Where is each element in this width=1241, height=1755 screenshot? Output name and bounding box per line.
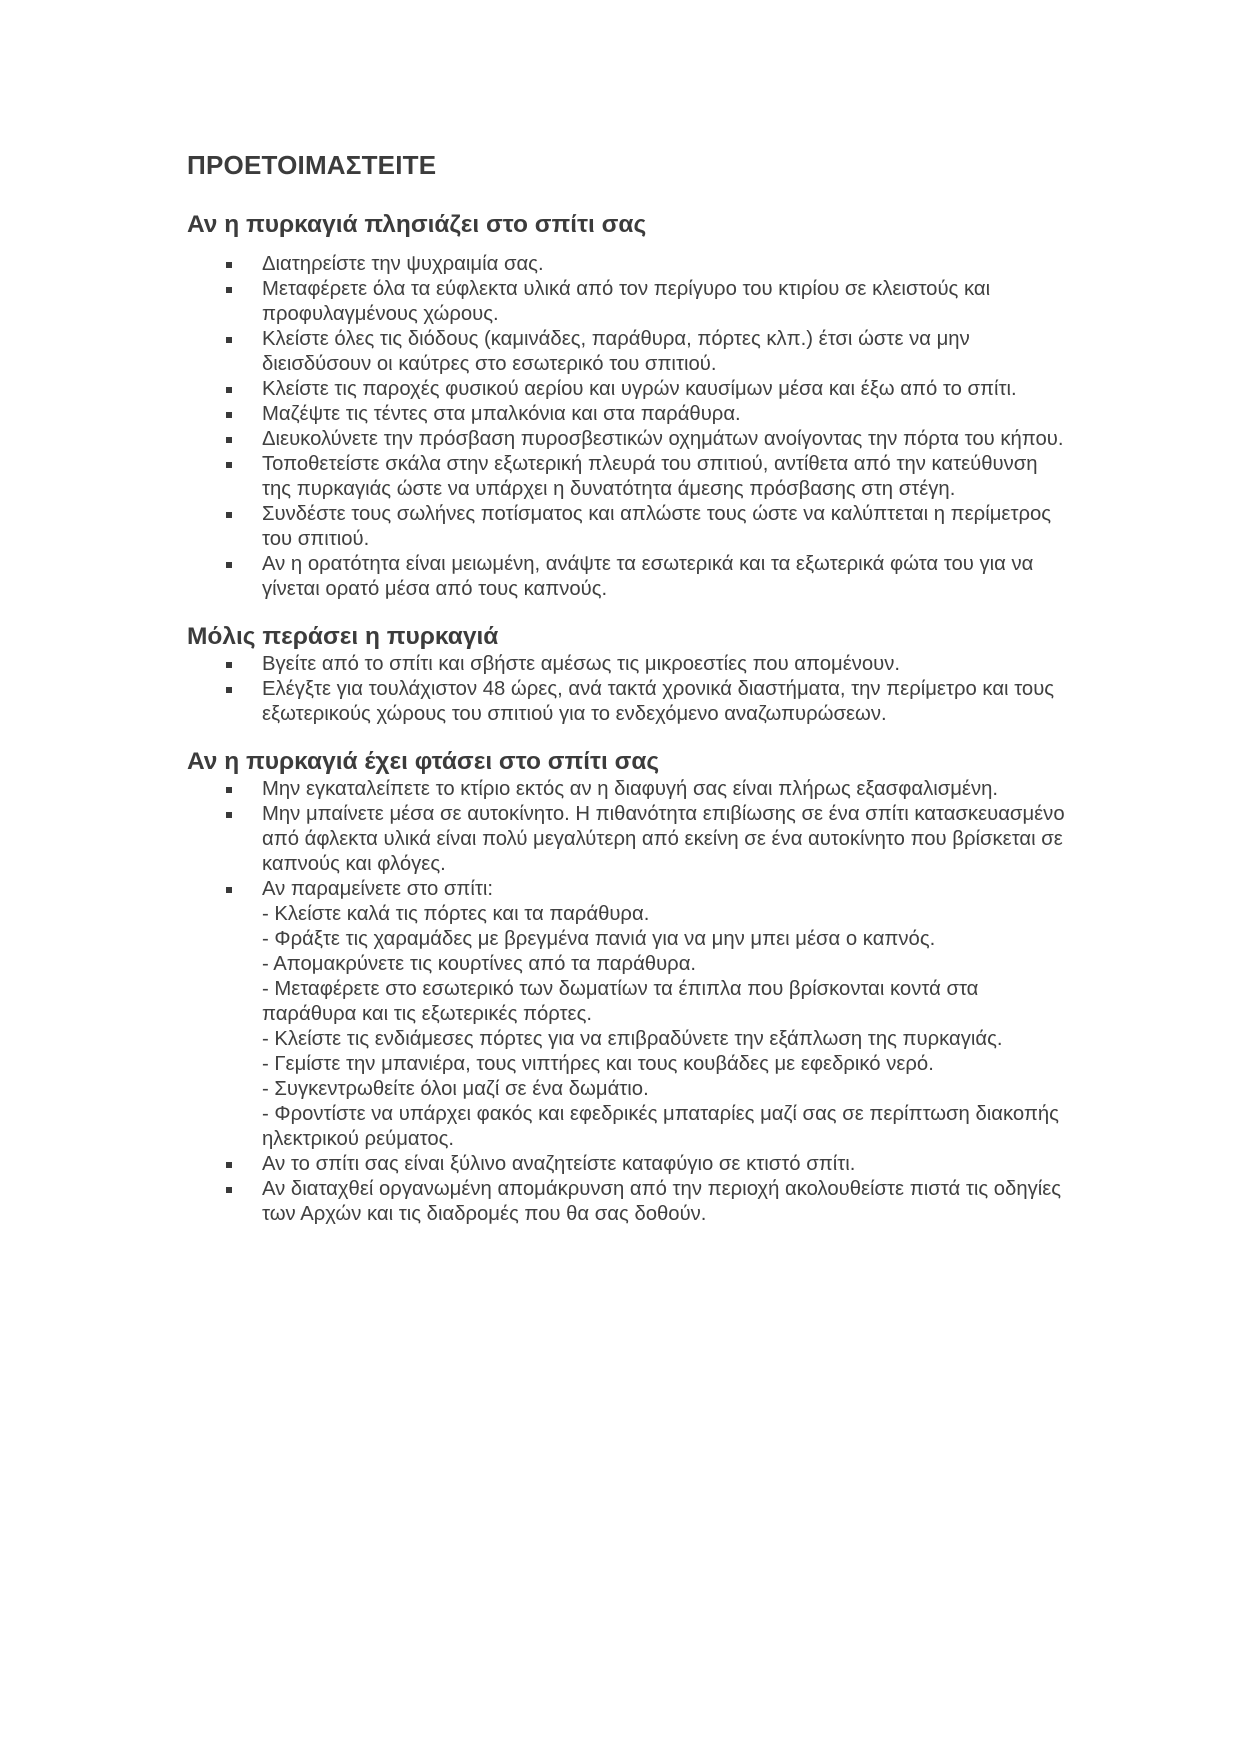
sub-item: - Φροντίστε να υπάρχει φακός και εφεδρικές μπαταρίες μαζί σας σε περίπτωση διακοπής ηλεκτρικού ρεύματος. bbox=[262, 1103, 1059, 1150]
list-item bbox=[187, 1152, 1067, 1177]
list-item bbox=[187, 1177, 1067, 1227]
square-bullet-icon bbox=[226, 512, 232, 518]
section-heading-fire-reached-home: Αν η πυρκαγιά έχει φτάσει στο σπίτι σας bbox=[187, 748, 660, 775]
list-item bbox=[187, 377, 1067, 402]
list-item bbox=[187, 552, 1067, 602]
sub-item: - Συγκεντρωθείτε όλοι μαζί σε ένα δωμάτιο. bbox=[262, 1078, 649, 1100]
list-item bbox=[187, 777, 1067, 802]
square-bullet-icon bbox=[226, 812, 232, 818]
section-heading-fire-approaching: Αν η πυρκαγιά πλησιάζει στο σπίτι σας bbox=[187, 211, 647, 238]
list-item-text: Μαζέψτε τις τέντες στα μπαλκόνια και στα παράθυρα. bbox=[262, 403, 741, 425]
list-item-text: Συνδέστε τους σωλήνες ποτίσματος και απλώστε τους ώστε να καλύπτεται η περίμετρος του σπιτιού. bbox=[262, 503, 1052, 550]
list-item-text: Αν διαταχθεί οργανωμένη απομάκρυνση από την περιοχή ακολουθείστε πιστά τις οδηγίες των Αρχών και τις διαδρομές που θα σας δοθούν. bbox=[262, 1178, 1062, 1225]
list-item bbox=[187, 877, 1067, 1152]
square-bullet-icon bbox=[226, 787, 232, 793]
list-item bbox=[187, 802, 1067, 877]
square-bullet-icon bbox=[226, 1187, 232, 1193]
square-bullet-icon bbox=[226, 887, 232, 893]
square-bullet-icon bbox=[226, 387, 232, 393]
list-item bbox=[187, 277, 1067, 327]
list-item-text: Τοποθετείστε σκάλα στην εξωτερική πλευρά του σπιτιού, αντίθετα από την κατεύθυνση της πυρκαγιάς ώστε να υπάρχει η δυνατότητα άμεσης πρόσβασης στη στέγη. bbox=[262, 453, 1038, 500]
section-heading-fire-passed: Μόλις περάσει η πυρκαγιά bbox=[187, 623, 499, 650]
square-bullet-icon bbox=[226, 1162, 232, 1168]
sub-item: - Απομακρύνετε τις κουρτίνες από τα παράθυρα. bbox=[262, 953, 697, 975]
square-bullet-icon bbox=[226, 287, 232, 293]
square-bullet-icon bbox=[226, 687, 232, 693]
list-item bbox=[187, 427, 1067, 452]
list-item bbox=[187, 402, 1067, 427]
list-item bbox=[187, 452, 1067, 502]
list-item-text: Αν το σπίτι σας είναι ξύλινο αναζητείστε καταφύγιο σε κτιστό σπίτι. bbox=[262, 1153, 856, 1175]
square-bullet-icon bbox=[226, 262, 232, 268]
bullet-list-fire-reached-home bbox=[187, 777, 1067, 1227]
square-bullet-icon bbox=[226, 337, 232, 343]
bullet-list-fire-passed bbox=[187, 652, 1067, 727]
square-bullet-icon bbox=[226, 462, 232, 468]
list-item-text: Μην μπαίνετε μέσα σε αυτοκίνητο. Η πιθανότητα επιβίωσης σε ένα σπίτι κατασκευασμένο από άφλεκτα υλικά είναι πολύ μεγαλύτερη από εκείνη σε ένα αυτοκίνητο που βρίσκεται σε καπνούς και φλόγες. bbox=[262, 803, 1065, 875]
list-item-text: Μεταφέρετε όλα τα εύφλεκτα υλικά από τον περίγυρο του κτιρίου σε κλειστούς και προφυλαγμένους χώρους. bbox=[262, 278, 991, 325]
list-item-text: Βγείτε από το σπίτι και σβήστε αμέσως τις μικροεστίες που απομένουν. bbox=[262, 653, 901, 675]
square-bullet-icon bbox=[226, 412, 232, 418]
list-item bbox=[187, 677, 1067, 727]
sub-item: - Μεταφέρετε στο εσωτερικό των δωματίων τα έπιπλα που βρίσκονται κοντά στα παράθυρα και τις εξωτερικές πόρτες. bbox=[262, 978, 979, 1025]
document-page bbox=[187, 148, 1067, 1227]
bullet-list-fire-approaching bbox=[187, 252, 1067, 602]
square-bullet-icon bbox=[226, 562, 232, 568]
list-item-text: Κλείστε όλες τις διόδους (καμινάδες, παράθυρα, πόρτες κλπ.) έτσι ώστε να μην διεισδύσουν οι καύτρες στο εσωτερικό του σπιτιού. bbox=[262, 328, 970, 375]
list-item bbox=[187, 652, 1067, 677]
list-item-text: Κλείστε τις παροχές φυσικού αερίου και υγρών καυσίμων μέσα και έξω από το σπίτι. bbox=[262, 378, 1017, 400]
sub-item: - Κλείστε καλά τις πόρτες και τα παράθυρα. bbox=[262, 903, 650, 925]
sub-item: - Φράξτε τις χαραμάδες με βρεγμένα πανιά για να μην μπει μέσα ο καπνός. bbox=[262, 928, 936, 950]
list-item-text: Μην εγκαταλείπετε το κτίριο εκτός αν η διαφυγή σας είναι πλήρως εξασφαλισμένη. bbox=[262, 778, 999, 800]
sub-item: - Γεμίστε την μπανιέρα, τους νιπτήρες και τους κουβάδες με εφεδρικό νερό. bbox=[262, 1053, 934, 1075]
list-item bbox=[187, 252, 1067, 277]
list-item-text: Αν παραμείνετε στο σπίτι: bbox=[262, 878, 494, 900]
list-item-text: Αν η ορατότητα είναι μειωμένη, ανάψτε τα εσωτερικά και τα εξωτερικά φώτα του για να γίνεται ορατό μέσα από τους καπνούς. bbox=[262, 553, 1034, 600]
list-item-text: Ελέγξτε για τουλάχιστον 48 ώρες, ανά τακτά χρονικά διαστήματα, την περίμετρο και τους εξωτερικούς χώρους του σπιτιού για το ενδεχόμενο αναζωπυρώσεων. bbox=[262, 678, 1055, 725]
document-title: ΠΡΟΕΤΟΙΜΑΣΤΕΙΤΕ bbox=[187, 150, 437, 180]
list-item bbox=[187, 502, 1067, 552]
list-item-text: Διευκολύνετε την πρόσβαση πυροσβεστικών οχημάτων ανοίγοντας την πόρτα του κήπου. bbox=[262, 428, 1064, 450]
square-bullet-icon bbox=[226, 662, 232, 668]
square-bullet-icon bbox=[226, 437, 232, 443]
sub-item: - Κλείστε τις ενδιάμεσες πόρτες για να επιβραδύνετε την εξάπλωση της πυρκαγιάς. bbox=[262, 1028, 1003, 1050]
list-item-text: Διατηρείστε την ψυχραιμία σας. bbox=[262, 253, 544, 275]
list-item bbox=[187, 327, 1067, 377]
